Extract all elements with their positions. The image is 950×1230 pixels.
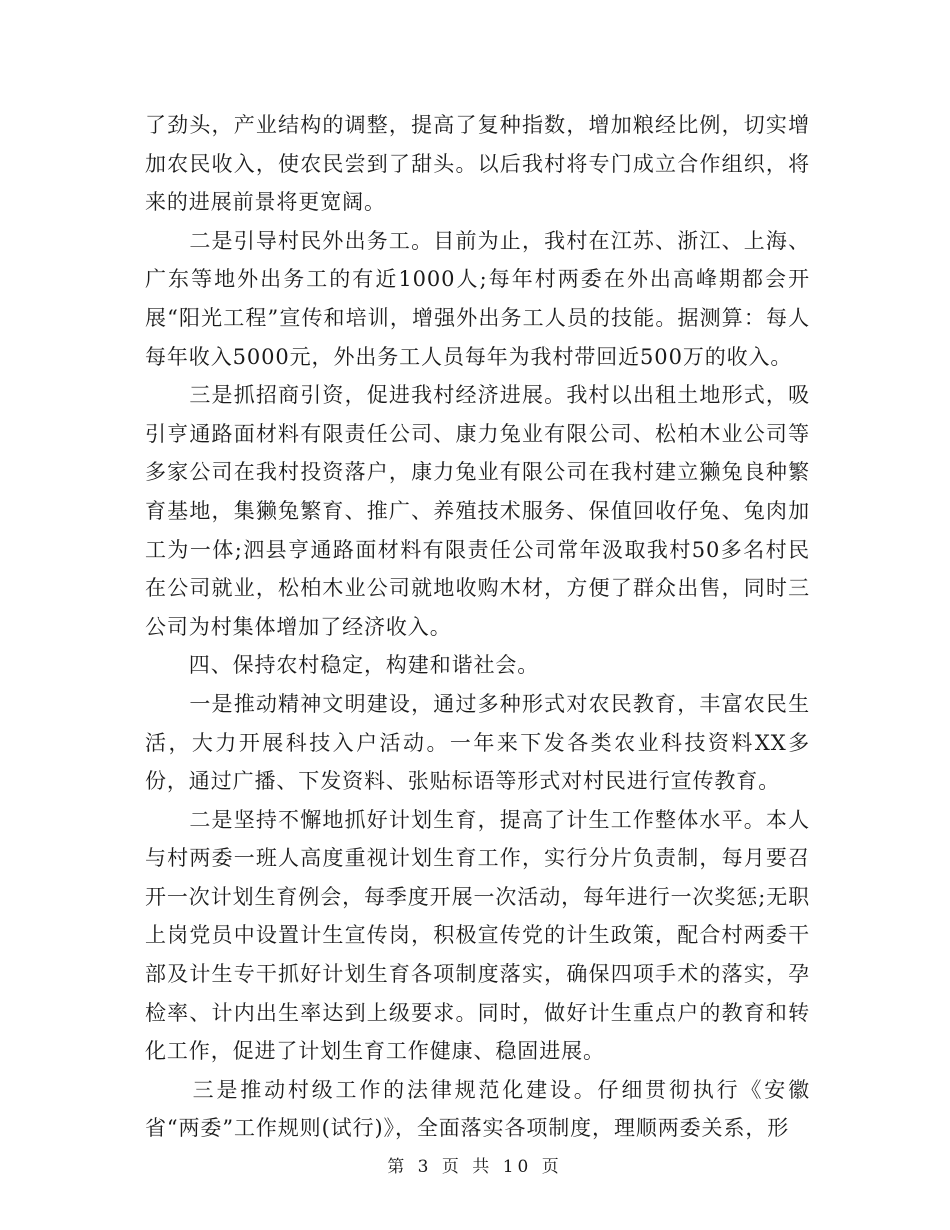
section-heading: 四、保持农村稳定，构建和谐社会。	[145, 653, 540, 678]
paragraph-3: 三是抓招商引资，促进我村经济进展。我村以出租土地形式，吸引亨通路面材料有限责任公司、康力兔业有限公司、松柏木业公司等多家公司在我村投资落户，康力兔业有限公司在我村建立獭兔良种繁育基地，集獭兔繁育、推广、养殖技术服务、保值回收仔兔、兔肉加工为一体;泗县亨通路面材料有限责任公司常年汲取我村50多名村民在公司就业，松柏木业公司就地收购木材，方便了群众出售，同时三公司为村集体增加了经济收入。	[145, 383, 810, 639]
paragraph-5: 二是坚持不懈地抓好计划生育，提高了计生工作整体水平。本人与村两委一班人高度重视计划生育工作，实行分片负责制，每月要召开一次计划生育例会，每季度开展一次活动，每年进行一次奖惩;无职上岗党员中设置计生宣传岗，积极宣传党的计生政策，配合村两委干部及计生专干抓好计划生育各项制度落实，确保四项手术的落实，孕检率、计内出生率达到上级要求。同时，做好计生重点户的教育和转化工作，促进了计划生育工作健康、稳固进展。	[145, 807, 810, 1064]
paragraph-6: 三是推动村级工作的法律规范化建设。仔细贯彻执行《安徽省“两委”工作规则(试行)》，全面落实各项制度，理顺两委关系，形	[145, 1077, 810, 1141]
page-number-footer: 第 3 页 共 10 页	[387, 1157, 563, 1177]
paragraph-1: 了劲头，产业结构的调整，提高了复种指数，增加粮经比例，切实增加农民收入，使农民尝到了甜头。以后我村将专门成立合作组织，将来的进展前景将更宽阔。	[145, 113, 810, 215]
paragraph-4: 一是推动精神文明建设，通过多种形式对农民教育，丰富农民生活，大力开展科技入户活动。一年来下发各类农业科技资料XX多份，通过广播、下发资料、张贴标语等形式对村民进行宣传教育。	[145, 691, 810, 794]
document-body	[145, 106, 810, 1148]
paragraph-2: 二是引导村民外出务工。目前为止，我村在江苏、浙江、上海、广东等地外出务工的有近1000人;每年村两委在外出高峰期都会开展“阳光工程”宣传和培训，增强外出务工人员的技能。据测算：每人每年收入5000元，外出务工人员每年为我村带回近500万的收入。	[145, 228, 810, 369]
